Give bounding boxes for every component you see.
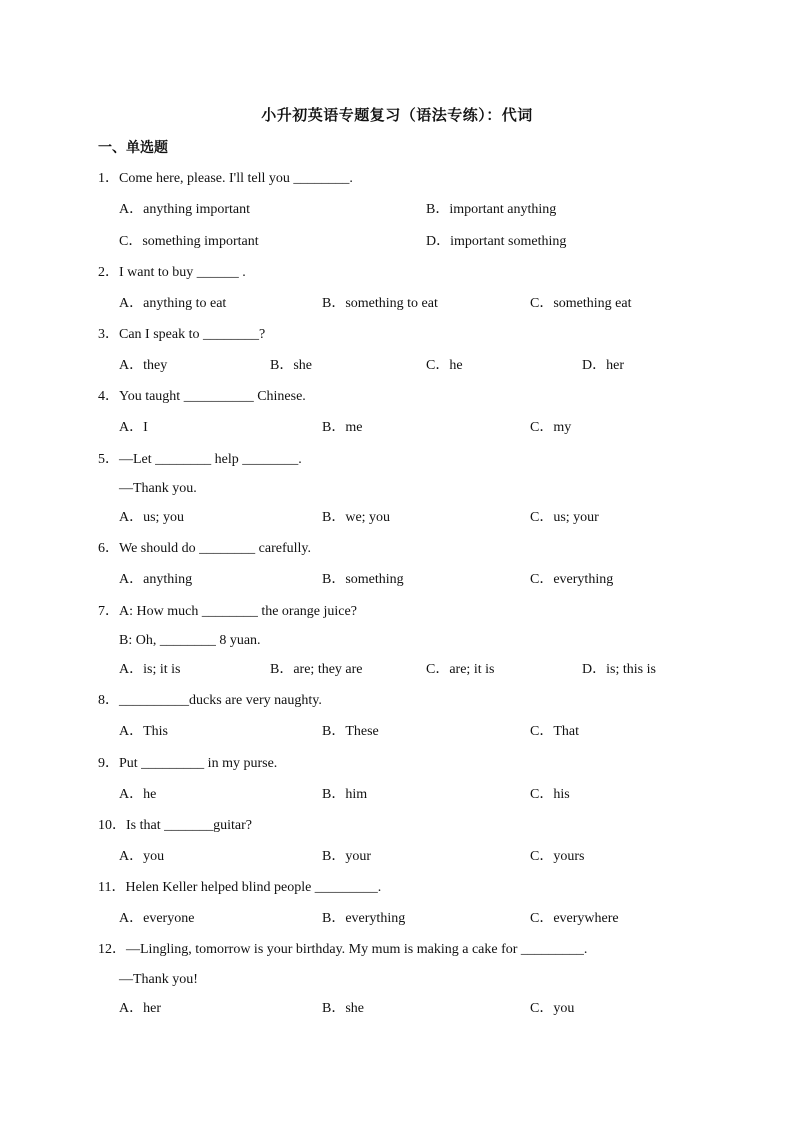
option-b[interactable]: B．something to eat (322, 296, 438, 311)
option-c[interactable]: C．everything (530, 572, 614, 587)
option-b[interactable]: B．something (322, 572, 404, 587)
question-stem: 11．Helen Keller helped blind people _________. (98, 880, 382, 895)
option-b[interactable]: B．me (322, 420, 363, 435)
question-stem: 5．—Let ________ help ________. (98, 452, 302, 467)
question-stem: 12．—Lingling, tomorrow is your birthday. My mum is making a cake for _________. (98, 942, 588, 957)
option-b[interactable]: B．him (322, 787, 368, 802)
option-c[interactable]: C．everywhere (530, 911, 619, 926)
option-b[interactable]: B．your (322, 849, 371, 864)
option-c[interactable]: C．he (426, 358, 463, 373)
option-a[interactable]: A．This (119, 724, 168, 739)
section-heading: 一、单选题 (98, 140, 168, 156)
option-c[interactable]: C．his (530, 787, 570, 802)
question-stem: 7．A: How much ________ the orange juice? (98, 604, 357, 619)
question-stem: 6．We should do ________ carefully. (98, 541, 311, 556)
option-a[interactable]: A．her (119, 1001, 161, 1016)
option-b[interactable]: B．These (322, 724, 379, 739)
question-stem-line-2: B: Oh, ________ 8 yuan. (119, 633, 261, 648)
option-c[interactable]: C．That (530, 724, 579, 739)
question-stem: 3．Can I speak to ________? (98, 327, 266, 342)
option-a[interactable]: A．anything to eat (119, 296, 227, 311)
option-c[interactable]: C．my (530, 420, 572, 435)
question-stem: 10．Is that _______guitar? (98, 818, 252, 833)
option-d[interactable]: D．important something (426, 234, 567, 249)
option-a[interactable]: A．everyone (119, 911, 195, 926)
option-a[interactable]: A．is; it is (119, 662, 181, 677)
option-a[interactable]: A．you (119, 849, 165, 864)
option-a[interactable]: A．he (119, 787, 157, 802)
question-stem-line-2: —Thank you! (119, 972, 198, 987)
option-b[interactable]: B．we; you (322, 510, 391, 525)
option-b[interactable]: B．are; they are (270, 662, 363, 677)
option-b[interactable]: B．she (322, 1001, 364, 1016)
option-c[interactable]: C．are; it is (426, 662, 495, 677)
option-a[interactable]: A．I (119, 420, 148, 435)
question-stem: 4．You taught __________ Chinese. (98, 389, 306, 404)
option-d[interactable]: D．her (582, 358, 624, 373)
question-stem-line-2: —Thank you. (119, 481, 197, 496)
option-b[interactable]: B．important anything (426, 202, 557, 217)
option-a[interactable]: A．anything important (119, 202, 251, 217)
question-stem: 9．Put _________ in my purse. (98, 756, 278, 771)
option-a[interactable]: A．anything (119, 572, 193, 587)
option-b[interactable]: B．she (270, 358, 312, 373)
option-c[interactable]: C．you (530, 1001, 575, 1016)
option-b[interactable]: B．everything (322, 911, 406, 926)
option-a[interactable]: A．they (119, 358, 168, 373)
question-stem: 1．Come here, please. I'll tell you ________. (98, 171, 353, 186)
question-stem: 8．__________ducks are very naughty. (98, 693, 322, 708)
option-c[interactable]: C．something eat (530, 296, 632, 311)
option-d[interactable]: D．is; this is (582, 662, 656, 677)
question-stem: 2．I want to buy ______ . (98, 265, 246, 280)
option-c[interactable]: C．something important (119, 234, 259, 249)
page-title: 小升初英语专题复习（语法专练）：代词 (261, 106, 533, 124)
option-c[interactable]: C．yours (530, 849, 585, 864)
option-a[interactable]: A．us; you (119, 510, 184, 525)
option-c[interactable]: C．us; your (530, 510, 599, 525)
